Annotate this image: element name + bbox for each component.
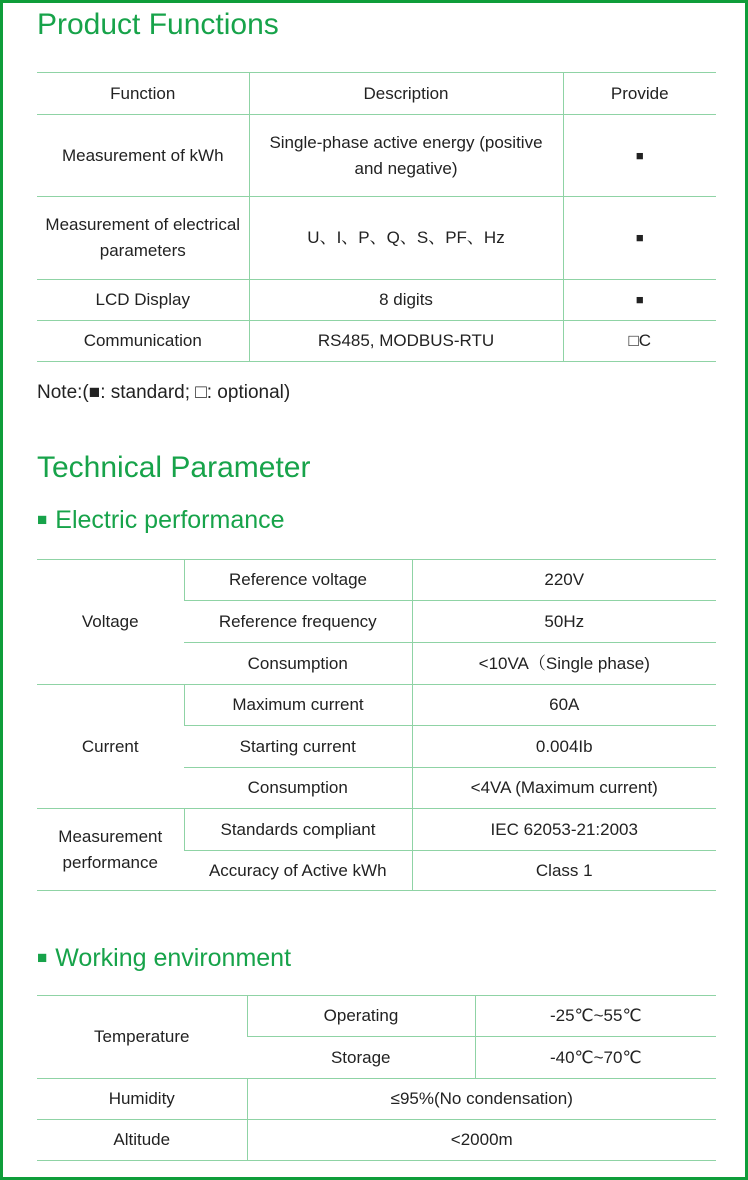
table-row [37,685,716,726]
working-environment-heading [37,946,291,971]
description-cell: RS485, MODBUS-RTU [249,321,563,362]
electric-performance-heading [37,508,285,533]
param-cell: Consumption [184,768,412,809]
altitude-cell: Altitude [37,1120,247,1161]
altitude-value: <2000m [247,1120,716,1161]
value-cell: 220V [412,560,716,601]
humidity-value: ≤95%(No condensation) [247,1079,716,1120]
group-cell-measurement: Measurement performance [37,809,184,891]
value-cell: 50Hz [412,601,716,643]
table-row [37,115,716,197]
description-cell: U、I、P、Q、S、PF、Hz [249,197,563,280]
param-cell: Maximum current [184,685,412,726]
param-cell: Reference frequency [184,601,412,643]
function-cell: Measurement of electrical parameters [37,197,249,280]
param-cell: Starting current [184,726,412,768]
table-row [37,280,716,321]
product-functions-title: Product Functions [37,8,279,41]
value-cell: -40℃~70℃ [475,1037,716,1079]
square-bullet-icon: ■ [37,948,48,967]
param-cell: Reference voltage [184,560,412,601]
table-row [37,197,716,280]
header-function: Function [37,73,249,115]
value-cell: <4VA (Maximum current) [412,768,716,809]
param-cell: Standards compliant [184,809,412,851]
provide-cell: ■ [563,280,716,321]
product-functions-table [37,72,716,362]
function-cell: Communication [37,321,249,362]
provide-cell: □C [563,321,716,362]
group-cell-current: Current [37,685,184,809]
group-cell-voltage: Voltage [37,560,184,685]
table-header-row [37,73,716,115]
value-cell: IEC 62053-21:2003 [412,809,716,851]
param-cell: Storage [247,1037,475,1079]
value-cell: -25℃~55℃ [475,996,716,1037]
electric-performance-title: Electric performance [55,506,285,534]
working-environment-table [37,995,716,1161]
param-cell: Accuracy of Active kWh [184,851,412,891]
provide-cell: ■ [563,197,716,280]
value-cell: Class 1 [412,851,716,891]
param-cell: Operating [247,996,475,1037]
value-cell: 60A [412,685,716,726]
function-cell: Measurement of kWh [37,115,249,197]
temperature-cell: Temperature [37,996,247,1079]
working-environment-title: Working environment [55,944,292,972]
technical-parameter-title: Technical Parameter [37,451,311,484]
electric-performance-table [37,559,716,891]
table-row [37,321,716,362]
description-cell: 8 digits [249,280,563,321]
param-cell: Consumption [184,643,412,685]
table-row [37,560,716,601]
legend-note: Note:(■: standard; □: optional) [37,382,291,403]
table-row [37,1079,716,1120]
header-description: Description [249,73,563,115]
value-cell: 0.004Ib [412,726,716,768]
description-cell: Single-phase active energy (positive and negative) [249,115,563,197]
value-cell: <10VA（Single phase) [412,643,716,685]
square-bullet-icon: ■ [37,510,48,529]
provide-cell: ■ [563,115,716,197]
table-row [37,1120,716,1161]
table-row [37,996,716,1037]
humidity-cell: Humidity [37,1079,247,1120]
function-cell: LCD Display [37,280,249,321]
header-provide: Provide [563,73,716,115]
table-row [37,809,716,851]
